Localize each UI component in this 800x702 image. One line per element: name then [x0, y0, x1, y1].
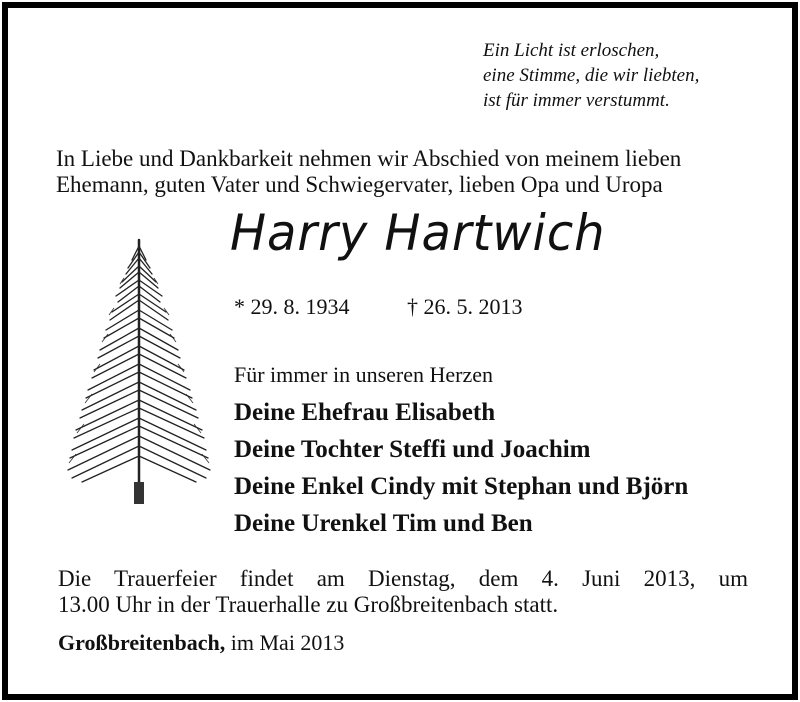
- poem-line-2: eine Stimme, die wir liebten,: [483, 65, 700, 86]
- funeral-line-1: Die Trauerfeier findet am Dienstag, dem 4. Juni 2013, um: [58, 566, 748, 591]
- birth-date: * 29. 8. 1934: [234, 294, 350, 319]
- family-member: Deine Tochter Steffi und Joachim: [234, 436, 591, 463]
- deceased-name: Harry Hartwich: [230, 204, 606, 262]
- poem-quote: [483, 38, 699, 113]
- intro-text: [56, 146, 746, 198]
- place-date: [58, 630, 344, 656]
- family-intro: Für immer in unseren Herzen: [234, 362, 494, 387]
- fir-tree-icon: [64, 238, 214, 513]
- poem-line-3: ist für immer verstummt.: [483, 90, 670, 111]
- obituary-frame: [2, 2, 798, 700]
- place-town: Großbreitenbach,: [58, 630, 226, 655]
- obituary-content: [8, 8, 792, 694]
- poem-line-1: Ein Licht ist erloschen,: [483, 40, 660, 61]
- death-date: † 26. 5. 2013: [407, 294, 523, 319]
- place-month: im Mai 2013: [225, 630, 345, 655]
- family-list: [234, 394, 688, 542]
- family-member: Deine Ehefrau Elisabeth: [234, 399, 496, 426]
- life-dates: [234, 294, 523, 320]
- funeral-line-2: 13.00 Uhr in der Trauerhalle zu Großbreitenbach statt.: [58, 592, 559, 617]
- intro-line-2: Ehemann, guten Vater und Schwiegervater, lieben Opa und Uropa: [56, 172, 663, 197]
- family-member: Deine Enkel Cindy mit Stephan und Björn: [234, 473, 689, 500]
- intro-line-1: In Liebe und Dankbarkeit nehmen wir Abschied von meinem lieben: [56, 146, 682, 171]
- family-member: Deine Urenkel Tim und Ben: [234, 510, 533, 537]
- funeral-notice: [58, 566, 748, 618]
